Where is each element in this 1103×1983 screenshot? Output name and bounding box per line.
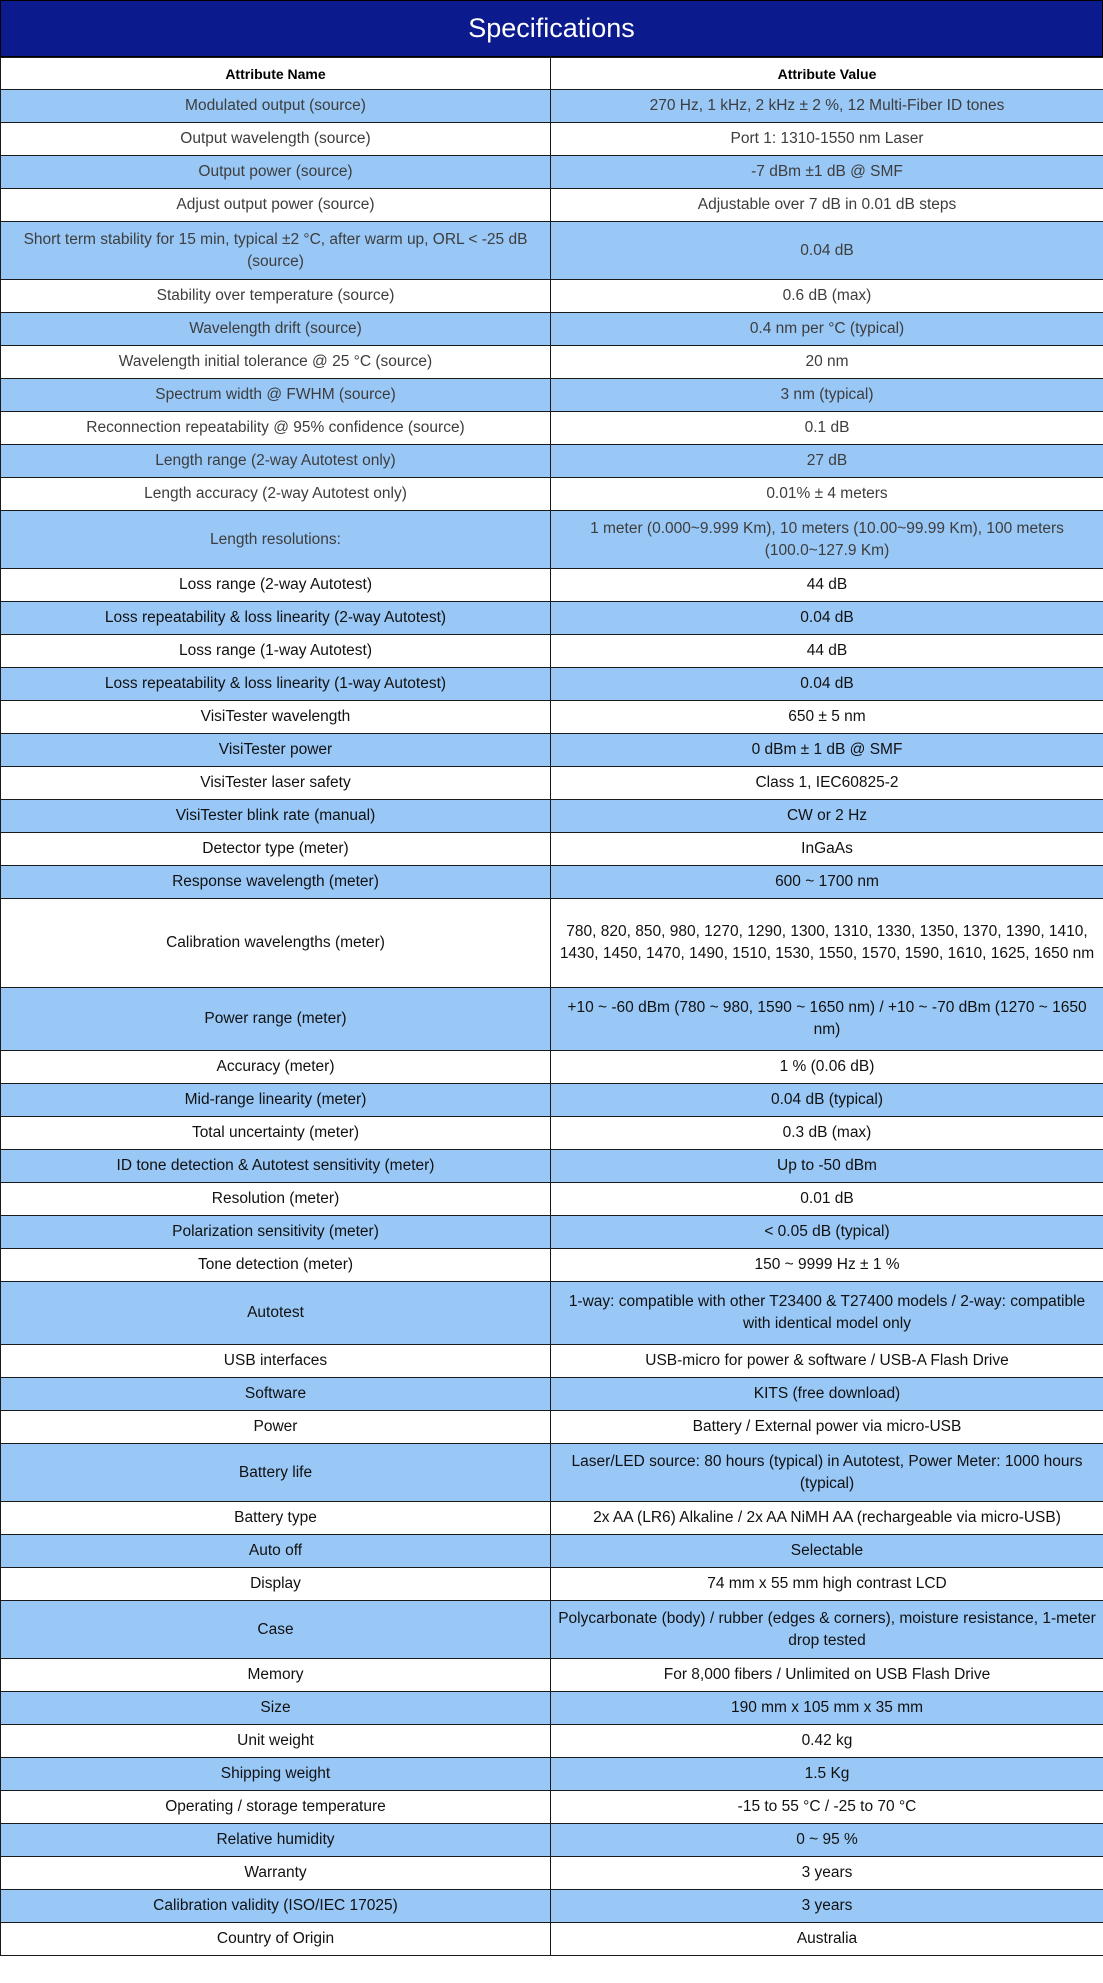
header-attribute-name: Attribute Name (1, 58, 551, 90)
attribute-value-cell: 1-way: compatible with other T23400 & T27400 models / 2-way: compatible with identical model only (551, 1282, 1103, 1345)
attribute-name-cell: Length accuracy (2-way Autotest only) (1, 478, 551, 511)
table-row (1, 412, 1103, 445)
attribute-value-cell: Port 1: 1310-1550 nm Laser (551, 123, 1103, 156)
attribute-name-cell: Size (1, 1692, 551, 1725)
attribute-name-cell: Power range (meter) (1, 988, 551, 1051)
attribute-value-cell: -15 to 55 °C / -25 to 70 °C (551, 1791, 1103, 1824)
attribute-name-cell: USB interfaces (1, 1345, 551, 1378)
table-row (1, 313, 1103, 346)
attribute-name-cell: Software (1, 1378, 551, 1411)
table-row (1, 1150, 1103, 1183)
attribute-name-cell: Display (1, 1568, 551, 1601)
attribute-value-cell: 44 dB (551, 569, 1103, 602)
attribute-value-cell: 0.01% ± 4 meters (551, 478, 1103, 511)
attribute-name-cell: Case (1, 1601, 551, 1659)
table-row (1, 988, 1103, 1051)
attribute-name-cell: Length resolutions: (1, 511, 551, 569)
table-row (1, 478, 1103, 511)
attribute-name-cell: Detector type (meter) (1, 833, 551, 866)
spec-table (0, 57, 1103, 1956)
attribute-name-cell: Resolution (meter) (1, 1183, 551, 1216)
attribute-value-cell: 0.04 dB (551, 602, 1103, 635)
attribute-value-cell: 3 years (551, 1890, 1103, 1923)
attribute-name-cell: Wavelength drift (source) (1, 313, 551, 346)
attribute-value-cell: 27 dB (551, 445, 1103, 478)
attribute-value-cell: 74 mm x 55 mm high contrast LCD (551, 1568, 1103, 1601)
attribute-value-cell: 0.4 nm per °C (typical) (551, 313, 1103, 346)
attribute-value-cell: 270 Hz, 1 kHz, 2 kHz ± 2 %, 12 Multi-Fiber ID tones (551, 90, 1103, 123)
table-row (1, 800, 1103, 833)
attribute-value-cell: 44 dB (551, 635, 1103, 668)
table-row (1, 1725, 1103, 1758)
attribute-name-cell: Adjust output power (source) (1, 189, 551, 222)
attribute-value-cell: 0.04 dB (typical) (551, 1084, 1103, 1117)
attribute-value-cell: 1.5 Kg (551, 1758, 1103, 1791)
attribute-name-cell: Loss repeatability & loss linearity (2-way Autotest) (1, 602, 551, 635)
table-row (1, 1824, 1103, 1857)
table-row (1, 767, 1103, 800)
attribute-value-cell: USB-micro for power & software / USB-A Flash Drive (551, 1345, 1103, 1378)
attribute-name-cell: Battery life (1, 1444, 551, 1502)
attribute-value-cell: 0.04 dB (551, 222, 1103, 280)
table-row (1, 445, 1103, 478)
attribute-name-cell: Short term stability for 15 min, typical ±2 °C, after warm up, ORL < -25 dB (source) (1, 222, 551, 280)
attribute-value-cell: 190 mm x 105 mm x 35 mm (551, 1692, 1103, 1725)
attribute-value-cell: Laser/LED source: 80 hours (typical) in Autotest, Power Meter: 1000 hours (typical) (551, 1444, 1103, 1502)
table-row (1, 346, 1103, 379)
attribute-value-cell: 1 meter (0.000~9.999 Km), 10 meters (10.00~99.99 Km), 100 meters (100.0~127.9 Km) (551, 511, 1103, 569)
attribute-name-cell: Auto off (1, 1535, 551, 1568)
attribute-value-cell: 0.04 dB (551, 668, 1103, 701)
attribute-name-cell: Warranty (1, 1857, 551, 1890)
table-row (1, 701, 1103, 734)
attribute-value-cell: 780, 820, 850, 980, 1270, 1290, 1300, 1310, 1330, 1350, 1370, 1390, 1410, 1430, 1450, 1470, 1490, 1510, 1530, 1550, 1570, 1590, 1610, 1625, 1650 nm (551, 899, 1103, 988)
table-row (1, 1117, 1103, 1150)
table-row (1, 1378, 1103, 1411)
table-row (1, 569, 1103, 602)
spec-table-body (1, 90, 1103, 1956)
attribute-name-cell: Calibration validity (ISO/IEC 17025) (1, 1890, 551, 1923)
attribute-name-cell: VisiTester power (1, 734, 551, 767)
table-row (1, 1345, 1103, 1378)
table-row (1, 1791, 1103, 1824)
attribute-value-cell: 600 ~ 1700 nm (551, 866, 1103, 899)
attribute-value-cell: 20 nm (551, 346, 1103, 379)
attribute-value-cell: CW or 2 Hz (551, 800, 1103, 833)
table-row (1, 1890, 1103, 1923)
table-row (1, 511, 1103, 569)
table-row (1, 602, 1103, 635)
attribute-name-cell: Length range (2-way Autotest only) (1, 445, 551, 478)
attribute-value-cell: 0 dBm ± 1 dB @ SMF (551, 734, 1103, 767)
table-row (1, 1857, 1103, 1890)
attribute-name-cell: Operating / storage temperature (1, 1791, 551, 1824)
table-row (1, 833, 1103, 866)
attribute-name-cell: Wavelength initial tolerance @ 25 °C (source) (1, 346, 551, 379)
attribute-value-cell: 0.42 kg (551, 1725, 1103, 1758)
attribute-name-cell: Reconnection repeatability @ 95% confidence (source) (1, 412, 551, 445)
attribute-name-cell: Calibration wavelengths (meter) (1, 899, 551, 988)
table-row (1, 1084, 1103, 1117)
attribute-name-cell: Power (1, 1411, 551, 1444)
table-row (1, 1692, 1103, 1725)
attribute-name-cell: Relative humidity (1, 1824, 551, 1857)
table-row (1, 1444, 1103, 1502)
attribute-value-cell: KITS (free download) (551, 1378, 1103, 1411)
attribute-name-cell: Loss range (1-way Autotest) (1, 635, 551, 668)
table-row (1, 1568, 1103, 1601)
table-row (1, 156, 1103, 189)
attribute-name-cell: Modulated output (source) (1, 90, 551, 123)
table-row (1, 1758, 1103, 1791)
attribute-value-cell: 3 nm (typical) (551, 379, 1103, 412)
table-row (1, 1601, 1103, 1659)
attribute-value-cell: +10 ~ -60 dBm (780 ~ 980, 1590 ~ 1650 nm) / +10 ~ -70 dBm (1270 ~ 1650 nm) (551, 988, 1103, 1051)
table-row (1, 635, 1103, 668)
attribute-name-cell: Country of Origin (1, 1923, 551, 1956)
attribute-value-cell: Adjustable over 7 dB in 0.01 dB steps (551, 189, 1103, 222)
table-row (1, 899, 1103, 988)
attribute-name-cell: Battery type (1, 1502, 551, 1535)
table-row (1, 379, 1103, 412)
attribute-name-cell: VisiTester blink rate (manual) (1, 800, 551, 833)
attribute-name-cell: Mid-range linearity (meter) (1, 1084, 551, 1117)
table-row (1, 1659, 1103, 1692)
table-row (1, 280, 1103, 313)
table-row (1, 1535, 1103, 1568)
attribute-value-cell: -7 dBm ±1 dB @ SMF (551, 156, 1103, 189)
attribute-value-cell: Selectable (551, 1535, 1103, 1568)
table-row (1, 189, 1103, 222)
table-row (1, 1051, 1103, 1084)
table-header-row (1, 58, 1103, 90)
table-row (1, 1923, 1103, 1956)
attribute-name-cell: Output power (source) (1, 156, 551, 189)
table-row (1, 1249, 1103, 1282)
attribute-value-cell: 3 years (551, 1857, 1103, 1890)
attribute-name-cell: Autotest (1, 1282, 551, 1345)
table-row (1, 1502, 1103, 1535)
attribute-value-cell: 650 ± 5 nm (551, 701, 1103, 734)
attribute-value-cell: 0.01 dB (551, 1183, 1103, 1216)
attribute-value-cell: Class 1, IEC60825-2 (551, 767, 1103, 800)
attribute-name-cell: Response wavelength (meter) (1, 866, 551, 899)
attribute-name-cell: VisiTester laser safety (1, 767, 551, 800)
attribute-value-cell: 2x AA (LR6) Alkaline / 2x AA NiMH AA (rechargeable via micro-USB) (551, 1502, 1103, 1535)
attribute-value-cell: 150 ~ 9999 Hz ± 1 % (551, 1249, 1103, 1282)
attribute-name-cell: Stability over temperature (source) (1, 280, 551, 313)
attribute-value-cell: Australia (551, 1923, 1103, 1956)
table-row (1, 1411, 1103, 1444)
attribute-value-cell: < 0.05 dB (typical) (551, 1216, 1103, 1249)
header-attribute-value: Attribute Value (551, 58, 1103, 90)
table-row (1, 734, 1103, 767)
table-row (1, 668, 1103, 701)
table-row (1, 1216, 1103, 1249)
attribute-name-cell: Total uncertainty (meter) (1, 1117, 551, 1150)
attribute-name-cell: Tone detection (meter) (1, 1249, 551, 1282)
attribute-name-cell: Shipping weight (1, 1758, 551, 1791)
table-row (1, 123, 1103, 156)
attribute-value-cell: 0 ~ 95 % (551, 1824, 1103, 1857)
attribute-name-cell: Output wavelength (source) (1, 123, 551, 156)
attribute-value-cell: 1 % (0.06 dB) (551, 1051, 1103, 1084)
attribute-value-cell: For 8,000 fibers / Unlimited on USB Flash Drive (551, 1659, 1103, 1692)
attribute-value-cell: InGaAs (551, 833, 1103, 866)
page-title: Specifications (0, 0, 1103, 57)
attribute-value-cell: Up to -50 dBm (551, 1150, 1103, 1183)
attribute-value-cell: Polycarbonate (body) / rubber (edges & corners), moisture resistance, 1-meter drop tested (551, 1601, 1103, 1659)
attribute-value-cell: 0.3 dB (max) (551, 1117, 1103, 1150)
attribute-value-cell: 0.6 dB (max) (551, 280, 1103, 313)
attribute-name-cell: Polarization sensitivity (meter) (1, 1216, 551, 1249)
attribute-name-cell: Loss range (2-way Autotest) (1, 569, 551, 602)
table-row (1, 1282, 1103, 1345)
attribute-name-cell: Accuracy (meter) (1, 1051, 551, 1084)
attribute-name-cell: Memory (1, 1659, 551, 1692)
attribute-value-cell: Battery / External power via micro-USB (551, 1411, 1103, 1444)
attribute-name-cell: Unit weight (1, 1725, 551, 1758)
attribute-name-cell: ID tone detection & Autotest sensitivity (meter) (1, 1150, 551, 1183)
table-row (1, 222, 1103, 280)
attribute-name-cell: Spectrum width @ FWHM (source) (1, 379, 551, 412)
attribute-name-cell: Loss repeatability & loss linearity (1-way Autotest) (1, 668, 551, 701)
table-row (1, 1183, 1103, 1216)
attribute-value-cell: 0.1 dB (551, 412, 1103, 445)
table-row (1, 866, 1103, 899)
attribute-name-cell: VisiTester wavelength (1, 701, 551, 734)
table-row (1, 90, 1103, 123)
